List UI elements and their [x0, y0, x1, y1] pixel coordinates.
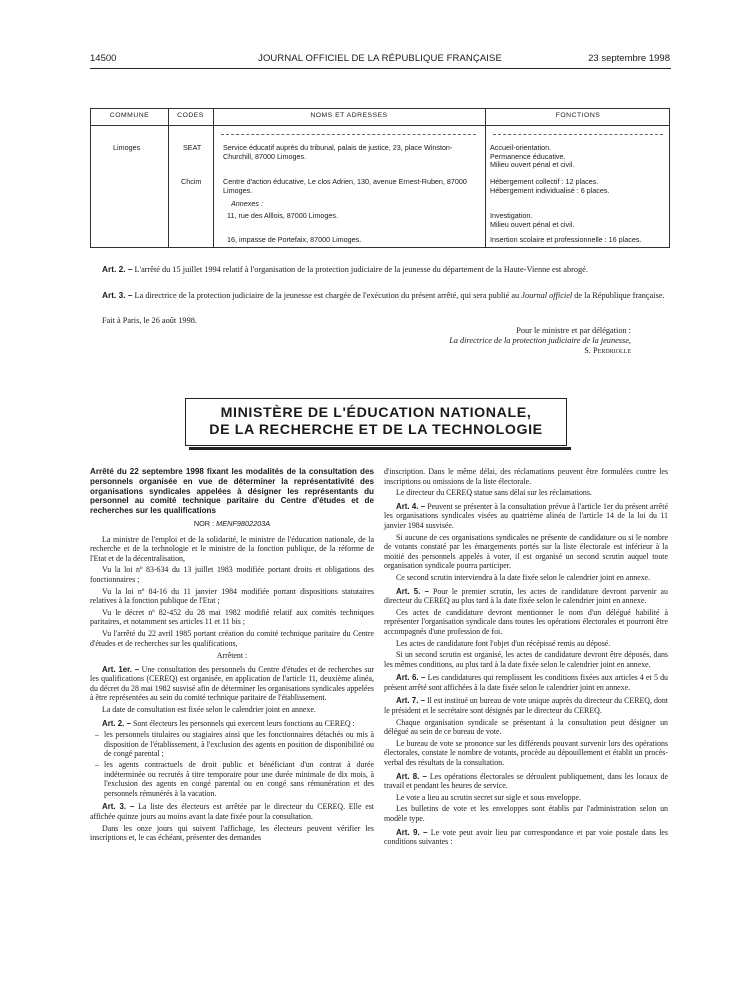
paragraph: Si aucune de ces organisations syndicales ne présente de candidature ou si le nombre de votants constaté par les émargements portés sur la liste électorale est inférieur à la moitié des personnels appelés à voter, il est organisé un second scrutin auquel toute organisation syndicale pourra participer. — [384, 532, 668, 571]
article-text: Peuvent se présenter à la consultation prévue à l'article 1er du présent arrêté les organisations syndicales visées au quatrième alinéa de l'article 14 de la loi du 11 janvier 1984 susvisée. — [384, 501, 668, 530]
function-line: Milieu ouvert pénal et civil. — [490, 219, 575, 229]
article-3 — [90, 802, 374, 821]
paragraph: Les bulletins de vote et les enveloppes sont établis par l'administration selon un modèle type. — [384, 804, 668, 823]
column-divider — [213, 109, 214, 247]
ministry-line: MINISTÈRE DE L'ÉDUCATION NATIONALE, — [220, 405, 532, 421]
article-label: Art. 3. – — [102, 802, 135, 812]
dashed-rule — [493, 134, 663, 135]
article-4 — [384, 502, 668, 531]
article-label: Art. 8. – — [396, 771, 427, 781]
paragraph: Le directeur du CEREQ statue sans délai sur les réclamations. — [396, 488, 592, 498]
article-2 — [90, 719, 374, 729]
ministry-heading — [185, 398, 567, 446]
paragraph: Le vote a lieu au scrutin secret sur sigle et sous enveloppe. — [396, 792, 581, 802]
article-text: Les candidatures qui remplissent les conditions fixées aux articles 4 et 5 du présent arrêté sont affichées à la date fixée selon le calendrier joint en annexe. — [384, 673, 668, 692]
paragraph: Dans les onze jours qui suivent l'affichage, les électeurs peuvent vérifier les inscriptions et, le cas échéant, présenter des demandes — [90, 823, 374, 843]
article-label: Art. 3. – — [102, 290, 133, 300]
paragraph: Si un second scrutin est organisé, les actes de candidature devront être déposés, dans les mêmes conditions, au plus tard à la date fixée selon le calendrier joint en annexe. — [384, 650, 668, 669]
list-item: – les agents contractuels de droit public et bénéficiant d'un contrat à durée indéterminée ou recrutés à titre temporaire pour une durée minimale de dix mois, à l'exclusion des agents en congé parental ou en congé sans rémunération et des personnels rémunérés à la vacation. — [104, 760, 374, 798]
article-text: L'arrêté du 15 juillet 1994 relatif à l'organisation de la protection judiciaire de la jeunesse du département de la Haute-Vienne est abrogé. — [134, 265, 588, 274]
signature-line: Pour le ministre et par délégation : — [516, 326, 631, 335]
preamble: La ministre de l'emploi et de la solidarité, le ministre de l'éducation nationale, de la recherche et de la technologie et le ministre de la fonction publique, de la réforme de l'Etat et de la décentralisation, — [90, 534, 374, 563]
header-rule — [90, 68, 671, 69]
paragraph: Chaque organisation syndicale se présentant à la consultation peut désigner un délégué au sein de ce bureau de vote. — [384, 717, 668, 737]
article-text: Le vote peut avoir lieu par correspondance et par voie postale dans les conditions suivantes : — [384, 827, 668, 847]
article-text: Pour le premier scrutin, les actes de candidature devront parvenir au directeur du CEREQ au plus tard à la date fixée selon le calendrier joint en annexe. — [384, 586, 668, 606]
done-at: Fait à Paris, le 26 août 1998. — [102, 316, 197, 325]
article-text: Une consultation des personnels du Centre d'études et de recherches sur les qualifications (CEREQ) est organisée, en application de l'article 11, deuxième alinéa, du décret du 28 mai 1982 susvisé afin de déterminer les organisations syndicales appelées à être représentées au sein du comité technique paritaire de l'établissement. — [90, 664, 375, 703]
table-header-commune: COMMUNE — [109, 112, 150, 119]
commune-cell: Limoges — [113, 143, 141, 152]
function-line: Permanence éducative. — [490, 151, 566, 161]
function-line: Milieu ouvert pénal et civil. — [490, 160, 575, 170]
page-number: 14500 — [90, 53, 117, 64]
annexes-label: Annexes : — [231, 199, 263, 208]
article-text: de la République française. — [574, 291, 665, 300]
article-label: Art. 6. – — [396, 673, 426, 683]
article-5 — [384, 587, 668, 606]
functions-cell — [490, 144, 670, 170]
article-label: Art. 2. – — [102, 718, 131, 728]
signature-title: La directrice de la protection judiciaire de la jeunesse, — [449, 336, 631, 345]
article-text: La directrice de la protection judiciaire de la jeunesse est chargée de l'exécution du présent arrêté, qui sera publié au — [134, 291, 520, 300]
article-1 — [90, 665, 374, 703]
table-header-functions: FONCTIONS — [555, 112, 601, 119]
arretent: Arrêtent : — [216, 651, 248, 661]
journal-title: JOURNAL OFFICIEL DE LA RÉPUBLIQUE FRANÇAISE — [258, 53, 502, 64]
address-cell: Service éducatif auprès du tribunal, palais de justice, 23, place Winston-Churchill, 87000 Limoges. — [223, 143, 453, 161]
article-label: Art. 2. – — [102, 264, 133, 274]
issue-date: 23 septembre 1998 — [588, 53, 670, 64]
ministry-line: DE LA RECHERCHE ET DE LA TECHNOLOGIE — [209, 421, 543, 438]
functions-cell — [490, 212, 670, 229]
article-text: La liste des électeurs est arrêtée par le directeur du CEREQ. Elle est affichée quinze jours au moins avant la date fixée pour la consultation. — [90, 802, 374, 822]
column-divider — [485, 109, 486, 247]
article-label: Art. 1er. – — [102, 664, 140, 674]
article-6 — [384, 673, 668, 692]
code-cell: SEAT — [183, 143, 202, 152]
paragraph: Ces actes de candidature devront mentionner le nom d'un délégué habilité à représenter l'organisation syndicale dans toutes les opérations électorales et pourront être accompagnés d'une profession de foi. — [384, 607, 668, 636]
visa: Vu le décret nº 82-452 du 28 mai 1982 modifié relatif aux comités techniques paritaires, et notamment ses articles 11 et 11 bis ; — [90, 607, 374, 627]
journal-name: Journal officiel — [521, 291, 573, 300]
visa: Vu la loi nº 84-16 du 11 janvier 1984 modifiée portant dispositions statutaires relatives à la fonction publique de l'Etat ; — [90, 586, 374, 606]
signature-block — [449, 326, 631, 356]
article-2 — [90, 264, 668, 275]
address-cell: 11, rue des Alllois, 87000 Limoges. — [227, 211, 338, 220]
article-7 — [384, 696, 668, 715]
function-line: Accueil-orientation. — [490, 143, 552, 152]
functions-cell — [490, 178, 670, 195]
article-9 — [384, 828, 668, 847]
list-item: – les personnels titulaires ou stagiaires ainsi que les fonctionnaires détachés ou mis à disposition de l'établissement, à l'exclusion des agents en position de disponibilité ou de congé parental ; — [104, 730, 374, 759]
article-label: Art. 5. – — [396, 586, 429, 596]
left-column — [90, 467, 374, 845]
table-header-names: NOMS ET ADRESSES — [310, 112, 388, 119]
article-text: Il est institué un bureau de vote unique auprès du directeur du CEREQ, dont le président et le secrétaire sont désignés par le directeur du CEREQ. — [384, 696, 668, 716]
visa: Vu la loi nº 83-634 du 13 juillet 1983 modifiée portant droits et obligations des fonctionnaires ; — [90, 565, 374, 584]
nor-value: MENF9802203A — [216, 518, 271, 528]
establishments-table — [90, 108, 670, 248]
table-header-rule — [91, 125, 669, 126]
function-line: Hébergement collectif : 12 places. — [490, 177, 599, 186]
article-text: Sont électeurs les personnels qui exercent leurs fonctions au CEREQ : — [132, 718, 355, 728]
running-header — [90, 53, 670, 67]
functions-cell: Insertion scolaire et professionnelle : 16 places. — [490, 235, 642, 244]
elector-list — [90, 730, 374, 798]
paragraph: Le bureau de vote se prononce sur les différends pouvant survenir lors des opérations électorales, constate le nombre de votants, procède au dépouillement et établit un procès-verbal des résultats de la consultation. — [384, 738, 668, 768]
address-cell: Centre d'action éducative, Le clos Adrien, 130, avenue Ernest-Ruben, 87000 Limoges. — [223, 177, 467, 195]
paragraph: La date de consultation est fixée selon le calendrier joint en annexe. — [102, 705, 316, 715]
paragraph: Ce second scrutin interviendra à la date fixée selon le calendrier joint en annexe. — [396, 572, 651, 582]
article-label: Art. 7. – — [396, 696, 425, 706]
nor-label: NOR : — [193, 518, 215, 528]
paragraph: d'inscription. Dans le même délai, des réclamations peuvent être formulées contre les inscriptions ou omissions de la liste électorale. — [384, 467, 668, 486]
dashed-rule — [221, 134, 476, 135]
nor-reference — [90, 519, 374, 529]
article-8 — [384, 772, 668, 791]
function-line: Hébergement individualisé : 6 places. — [490, 185, 610, 195]
decree-title: Arrêté du 22 septembre 1998 fixant les modalités de la consultation des personnels organisée en vue de déterminer la représentativité des organisations syndicales appelées à désigner les représentants du personnel au comité technique paritaire du Centre d'études et de recherches sur les qualifications — [90, 467, 374, 516]
address-cell: 16, impasse de Portefaix, 87000 Limoges. — [227, 235, 362, 244]
visa: Vu l'arrêté du 22 avril 1985 portant création du comité technique paritaire du Centre d'études et de recherches sur les qualifications, — [90, 628, 374, 648]
column-divider — [168, 109, 169, 247]
signatory-name: S. Perdriolle — [584, 346, 631, 355]
article-label: Art. 4. – — [396, 501, 426, 511]
code-cell: Chcim — [181, 177, 202, 186]
right-column — [384, 467, 668, 849]
paragraph: Les actes de candidature font l'objet d'un récépissé remis au déposé. — [396, 638, 611, 648]
function-line: Investigation. — [490, 211, 533, 220]
article-3 — [90, 290, 668, 301]
article-text: Les opérations électorales se déroulent publiquement, dans les locaux de travail et pendant les heures de service. — [384, 771, 668, 791]
article-label: Art. 9. – — [396, 827, 428, 837]
table-header-codes: CODES — [177, 112, 204, 119]
